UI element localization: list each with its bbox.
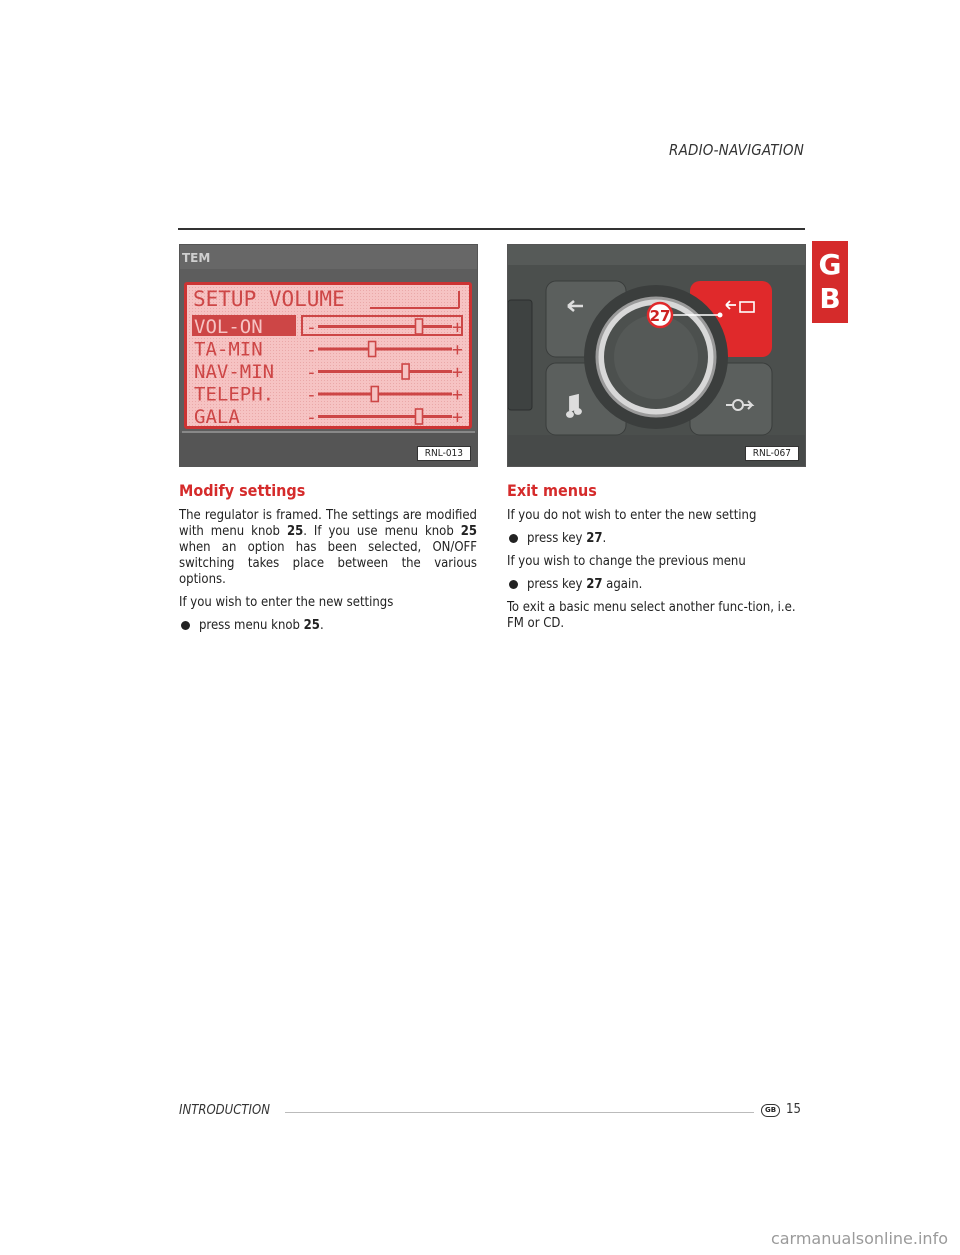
page-number: 15 bbox=[786, 1102, 801, 1117]
slider-track bbox=[318, 370, 452, 373]
slider-track bbox=[318, 393, 452, 396]
bullet-icon bbox=[509, 580, 518, 589]
callout-27: 27 bbox=[649, 307, 671, 325]
bullet-item: press key 27. bbox=[507, 531, 805, 547]
figure-setup-volume bbox=[179, 244, 478, 467]
lcd-row-label: GALA bbox=[194, 406, 240, 428]
paragraph: If you wish to enter the new settings bbox=[179, 595, 394, 610]
lang-tab-letter-2: B bbox=[819, 282, 841, 315]
slider-track bbox=[318, 325, 452, 328]
lcd-row-label: NAV-MIN bbox=[194, 361, 275, 383]
section-modify-settings bbox=[179, 481, 477, 641]
slider-plus: + bbox=[452, 407, 463, 428]
slider-track bbox=[318, 348, 452, 351]
lcd-row-label: TELEPH. bbox=[194, 383, 275, 406]
slider-minus: - bbox=[306, 407, 317, 428]
slider-plus: + bbox=[452, 384, 463, 406]
paragraph: The regulator is framed. The settings are modified with menu knob 25. If you use menu knob 25 when an option has been selected, ON/OFF switching takes place between the various options. bbox=[179, 508, 477, 587]
paragraph: If you do not wish to enter the new setting bbox=[507, 508, 757, 523]
slider-knob bbox=[371, 387, 378, 402]
language-tab bbox=[812, 241, 848, 323]
slider-knob bbox=[402, 364, 409, 379]
lcd-title: SETUP VOLUME bbox=[193, 287, 345, 311]
setup-volume-illustration bbox=[180, 245, 477, 466]
footer-section-label: INTRODUCTION bbox=[179, 1103, 270, 1118]
figure-exit-key bbox=[507, 244, 806, 467]
slider-minus: - bbox=[306, 339, 317, 361]
lcd-row-label: VOL-ON bbox=[194, 316, 263, 338]
paragraph: If you wish to change the previous menu bbox=[507, 554, 746, 569]
bullet-icon bbox=[181, 621, 190, 630]
slider-minus: - bbox=[306, 317, 317, 338]
lang-tab-letter-1: G bbox=[818, 248, 842, 281]
slider-track bbox=[318, 415, 452, 418]
section-title: Exit menus bbox=[507, 481, 597, 500]
running-header: RADIO-NAVIGATION bbox=[669, 141, 804, 159]
bullet-icon bbox=[509, 534, 518, 543]
bullet-item: press menu knob 25. bbox=[179, 618, 477, 634]
slider-knob bbox=[416, 319, 423, 334]
figure-code-left: RNL-013 bbox=[417, 446, 471, 461]
slider-minus: - bbox=[306, 384, 317, 406]
corner-label: TEM bbox=[182, 251, 211, 265]
paragraph: To exit a basic menu select another func-tion, i.e. FM or CD. bbox=[507, 600, 796, 631]
slider-plus: + bbox=[452, 317, 463, 338]
section-exit-menus bbox=[507, 481, 805, 639]
slider-minus: - bbox=[306, 362, 317, 383]
bullet-item: press key 27 again. bbox=[507, 577, 805, 593]
figure-code-right: RNL-067 bbox=[745, 446, 799, 461]
footer-rule bbox=[285, 1112, 754, 1113]
header-rule bbox=[178, 228, 805, 230]
control-panel-illustration bbox=[508, 245, 805, 466]
gb-badge-icon: GB bbox=[761, 1104, 780, 1117]
section-title: Modify settings bbox=[179, 481, 306, 500]
slider-knob bbox=[416, 409, 423, 424]
lcd-row-label: TA-MIN bbox=[194, 338, 263, 361]
slider-plus: + bbox=[452, 339, 463, 361]
slider-plus: + bbox=[452, 362, 463, 383]
watermark: carmanualsonline.info bbox=[770, 1229, 948, 1248]
slider-knob bbox=[369, 342, 376, 357]
